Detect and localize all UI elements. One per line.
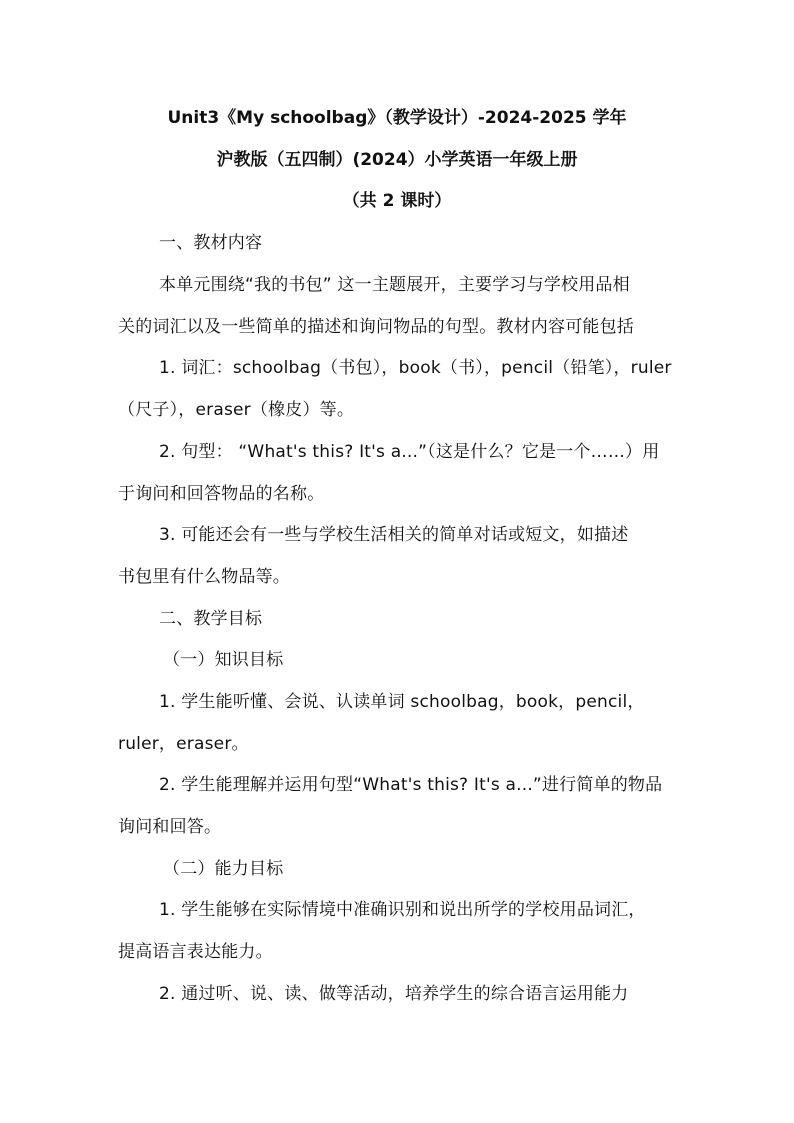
document-title-line-3: （共 2 课时） (342, 191, 452, 211)
subsection-heading: （一）知识目标 (163, 650, 284, 670)
list-item-line: 书包里有什么物品等。 (118, 567, 290, 587)
subsection-heading: （二）能力目标 (163, 859, 284, 879)
list-item-line: 提高语言表达能力。 (118, 942, 273, 962)
paragraph-line: 关的词汇以及一些简单的描述和询问物品的句型。教材内容可能包括 (118, 317, 634, 337)
document-title-line-2: 沪教版（五四制）(2024）小学英语一年级上册 (216, 150, 578, 170)
list-item-line: 2. 句型： “What's this? It's a...”（这是什么？它是一个……）用 (159, 442, 660, 462)
list-item-line: 1. 学生能听懂、会说、认读单词 schoolbag，book，pencil， (159, 692, 645, 712)
list-item-line: 于询问和回答物品的名称。 (118, 484, 325, 504)
document-title-line-1: Unit3《My schoolbag》（教学设计）-2024-2025 学年 (167, 108, 627, 128)
paragraph-line: 本单元围绕“我的书包” 这一主题展开，主要学习与学校用品相 (159, 275, 630, 295)
section-heading: 二、教学目标 (159, 609, 263, 629)
list-item-line: 2. 通过听、说、读、做等活动，培养学生的综合语言运用能力 (159, 984, 629, 1004)
list-item-line: 1. 词汇：schoolbag（书包），book（书），pencil（铅笔），ruler (159, 358, 672, 378)
list-item-line: ruler，eraser。 (118, 734, 249, 754)
list-item-line: 3. 可能还会有一些与学校生活相关的简单对话或短文，如描述 (159, 525, 629, 545)
list-item-line: 询问和回答。 (118, 817, 222, 837)
list-item-line: 1. 学生能够在实际情境中准确识别和说出所学的学校用品词汇， (159, 900, 646, 920)
list-item-line: （尺子），eraser（橡皮）等。 (118, 400, 355, 420)
section-heading: 一、教材内容 (159, 233, 263, 253)
list-item-line: 2. 学生能理解并运用句型“What's this? It's a...”进行简单的物品 (159, 775, 663, 795)
